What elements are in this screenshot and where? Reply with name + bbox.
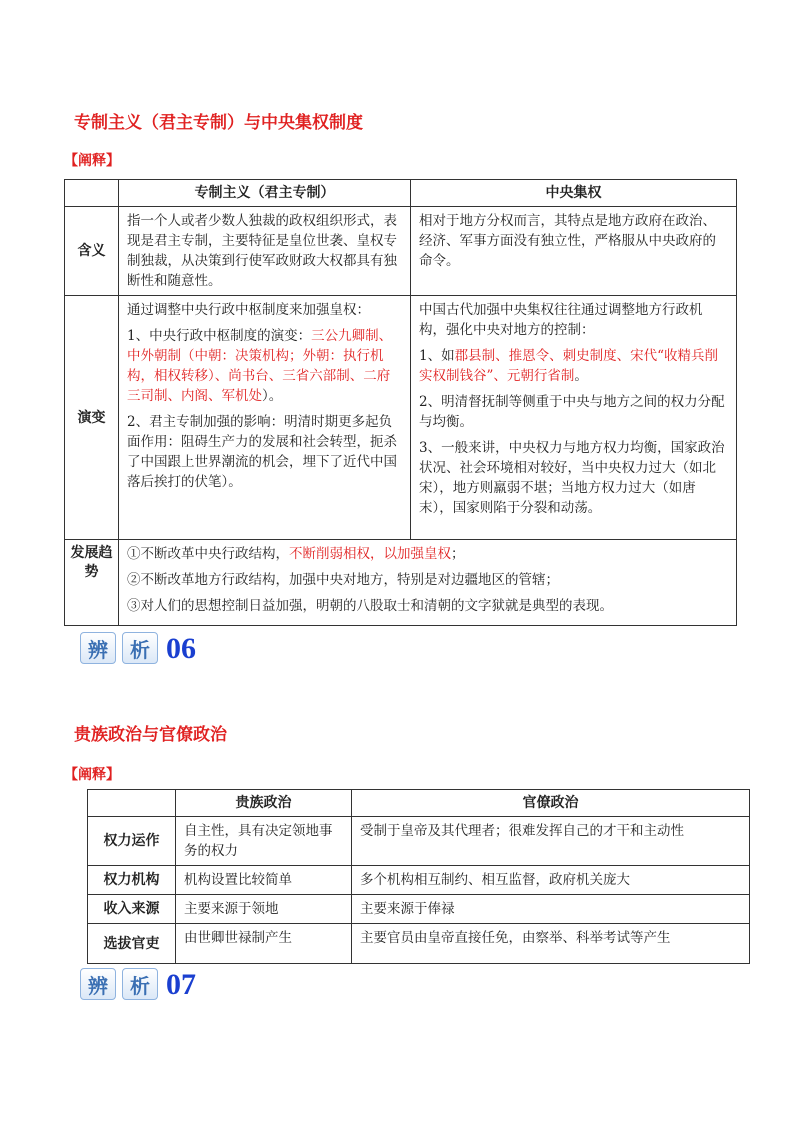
evolution-autocracy: 通过调整中央行政中枢制度来加强皇权： 1、中央行政中枢制度的演变：三公九卿制、中外朝制（中朝：决策机构；外朝：执行机构，相权转移）、尚书台、三省六部制、二府三司制、内阁、军机处）。 2、君主专制加强的影响：明清时期更多起负面作用：阻碍生产力的发展和社会转型，扼杀了中国跟上世界潮流的机会，埋下了近代中国落后挨打的伏笔）。: [119, 296, 411, 540]
politics-table: [87, 789, 750, 964]
section1-title: 专制主义（君主专制）与中央集权制度: [74, 113, 363, 133]
row-meaning: [65, 207, 737, 296]
table-header-row: [65, 180, 737, 207]
trend-red-text: 不断削弱相权，以加强皇权: [289, 546, 451, 562]
bian-icon: 辨: [80, 632, 116, 664]
evolution-centralization: 中国古代加强中央集权往往通过调整地方行政机构，强化中央对地方的控制： 1、如郡县制、推恩令、刺史制度、宋代“收精兵削实权制钱谷”、元朝行省制。 2、明清督抚制等侧重于中央与地方之间的权力分配与均衡。 3、一般来讲，中央权力与地方权力均衡，国家政治状况、社会环境相对较好，当中央权力过大（如北宋），地方则羸弱不堪；当地方权力过大（如唐末），国家则陷于分裂和动荡。: [411, 296, 737, 540]
centralization-table: [64, 179, 737, 626]
table-header-row: [88, 790, 750, 817]
analysis-number: 06: [166, 632, 196, 665]
row-label: 收入来源: [88, 895, 176, 924]
row-label: 权力运作: [88, 817, 176, 866]
xi-icon: 析: [122, 632, 158, 664]
table-row: [88, 924, 750, 964]
evolution-red-text: 三公九卿制、中外朝制（中朝：决策机构；外朝：执行机构，相权转移）、尚书台、三省六部制、二府三司制、内阁、军机处: [127, 328, 393, 404]
bureaucratic-cell: 受制于皇帝及其代理者；很难发挥自己的才干和主动性: [352, 817, 750, 866]
row-label-evolution: 演变: [65, 296, 119, 540]
table-row: [88, 817, 750, 866]
meaning-autocracy: 指一个人或者少数人独裁的政权组织形式，表现是君主专制，主要特征是皇位世袭、皇权专制独裁，从决策到行使军政财政大权都具有独断性和随意性。: [119, 207, 411, 296]
row-trend: [65, 540, 737, 626]
row-evolution: [65, 296, 737, 540]
aristocratic-cell: 由世卿世禄制产生: [176, 924, 352, 964]
xi-icon: 析: [122, 968, 158, 1000]
aristocratic-cell: 机构设置比较简单: [176, 866, 352, 895]
header-empty: [88, 790, 176, 817]
row-label-meaning: 含义: [65, 207, 119, 296]
analysis-badge-06: [80, 632, 196, 664]
row-label: 权力机构: [88, 866, 176, 895]
bureaucratic-cell: 主要官员由皇帝直接任免，由察举、科举考试等产生: [352, 924, 750, 964]
bian-icon: 辨: [80, 968, 116, 1000]
table-row: [88, 866, 750, 895]
evolution-red-text-right: 郡县制、推恩令、刺史制度、宋代“收精兵削实权制钱谷”、元朝行省制: [419, 348, 718, 384]
bureaucratic-cell: 主要来源于俸禄: [352, 895, 750, 924]
analysis-number: 07: [166, 968, 196, 1001]
table-row: [88, 895, 750, 924]
aristocratic-cell: 主要来源于领地: [176, 895, 352, 924]
trend-content: ①不断改革中央行政结构，不断削弱相权，以加强皇权； ②不断改革地方行政结构，加强中央对地方，特别是对边疆地区的管辖； ③对人们的思想控制日益加强，明朝的八股取士和清朝的文字狱就是典型的表现。: [119, 540, 737, 626]
section2-tag: 【阐释】: [64, 767, 120, 783]
aristocratic-cell: 自主性，具有决定领地事务的权力: [176, 817, 352, 866]
header-centralization: 中央集权: [411, 180, 737, 207]
header-autocracy: 专制主义（君主专制）: [119, 180, 411, 207]
meaning-centralization: 相对于地方分权而言，其特点是地方政府在政治、经济、军事方面没有独立性，严格服从中央政府的命令。: [411, 207, 737, 296]
row-label: 选拔官吏: [88, 924, 176, 964]
analysis-badge-07: [80, 968, 196, 1000]
section2-title: 贵族政治与官僚政治: [74, 725, 227, 745]
section1-tag: 【阐释】: [64, 153, 120, 169]
row-label-trend: 发展趋势: [65, 540, 119, 626]
header-empty: [65, 180, 119, 207]
header-aristocratic: 贵族政治: [176, 790, 352, 817]
bureaucratic-cell: 多个机构相互制约、相互监督，政府机关庞大: [352, 866, 750, 895]
header-bureaucratic: 官僚政治: [352, 790, 750, 817]
